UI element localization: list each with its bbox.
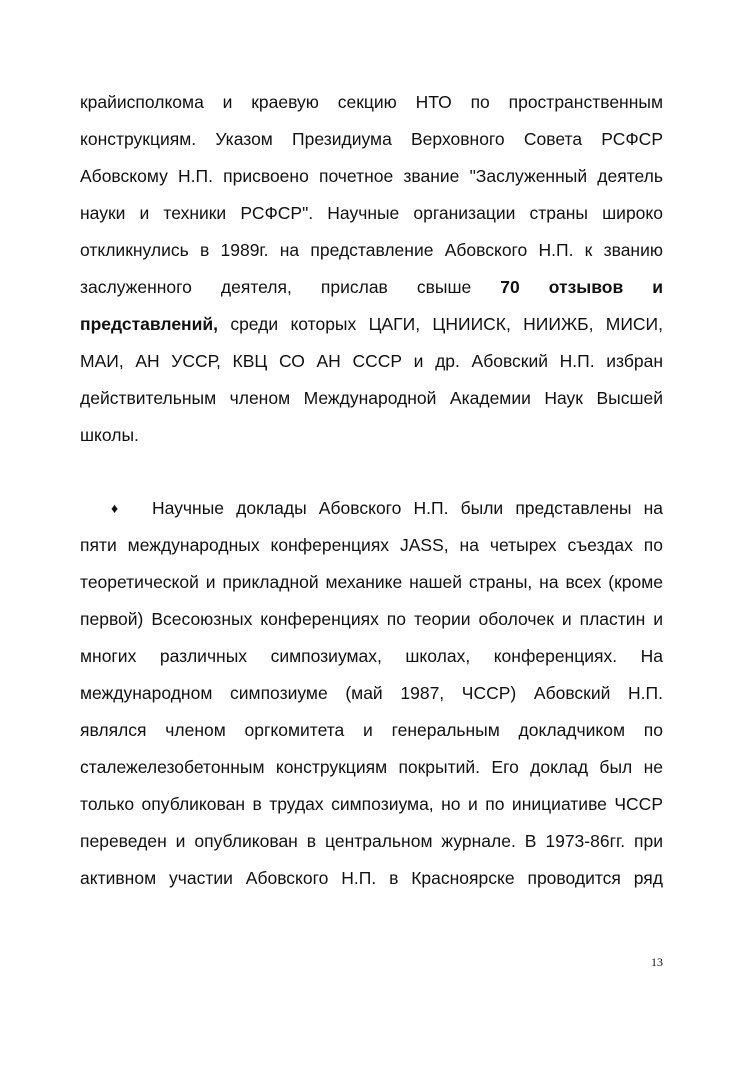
paragraph2-line-5: многих различных симпозиумах, школах, конференциях. На	[80, 646, 663, 666]
paragraph1-line-10: школы.	[80, 425, 139, 445]
paragraph1-line-2: конструкциям. Указом Президиума Верховного Совета РСФСР	[80, 129, 663, 149]
paragraph1-line-6	[80, 276, 663, 298]
paragraph1-line-7-text: среди которых ЦАГИ, ЦНИИСК, НИИЖБ, МИСИ,	[230, 314, 663, 334]
diamond-bullet-icon: ♦	[111, 500, 119, 516]
paragraph2-line-6: международном симпозиуме (май 1987, ЧССР) Абовский Н.П.	[80, 683, 663, 703]
paragraph1-line-5: откликнулись в 1989г. на представление Абовского Н.П. к званию	[80, 240, 663, 260]
paragraph2-line-10: переведен и опубликован в центральном журнале. В 1973-86гг. при	[80, 831, 663, 851]
paragraph1-line-6-text: заслуженного деятеля, прислав свыше	[80, 277, 472, 297]
paragraph2-line-2: пяти международных конференциях JASS, на четырех съездах по	[80, 535, 663, 555]
paragraph2-line-1: Научные доклады Абовского Н.П. были представлены на	[152, 498, 663, 518]
paragraph1-line-8: МАИ, АН УССР, КВЦ СО АН СССР и др. Абовский Н.П. избран	[80, 351, 663, 371]
paragraph1-line-4: науки и техники РСФСР". Научные организации страны широко	[80, 203, 663, 223]
paragraph2-line-7: являлся членом оргкомитета и генеральным докладчиком по	[80, 720, 663, 740]
paragraph2-line-11: активном участии Абовского Н.П. в Красноярске проводится ряд	[80, 868, 663, 888]
page-number: 13	[651, 955, 663, 969]
paragraph1-line-9: действительным членом Международной Академии Наук Высшей	[80, 388, 663, 408]
paragraph1-line-1: крайисполкома и краевую секцию НТО по пространственным	[80, 92, 663, 112]
paragraph2-line-4: первой) Всесоюзных конференциях по теории оболочек и пластин и	[80, 609, 663, 629]
paragraph1-line-7	[80, 313, 663, 335]
bold-representations: представлений,	[80, 314, 219, 334]
paragraph1-line-3: Абовскому Н.П. присвоено почетное звание "Заслуженный деятель	[80, 166, 663, 186]
paragraph2-line-3: теоретической и прикладной механике нашей страны, на всех (кроме	[80, 572, 663, 592]
bold-reviews-count: 70 отзывов и	[500, 277, 663, 297]
paragraph2-line-9: только опубликован в трудах симпозиума, но и по инициативе ЧССР	[80, 794, 663, 814]
paragraph2-line-8: сталежелезобетонным конструкциям покрытий. Его доклад был не	[80, 757, 663, 777]
